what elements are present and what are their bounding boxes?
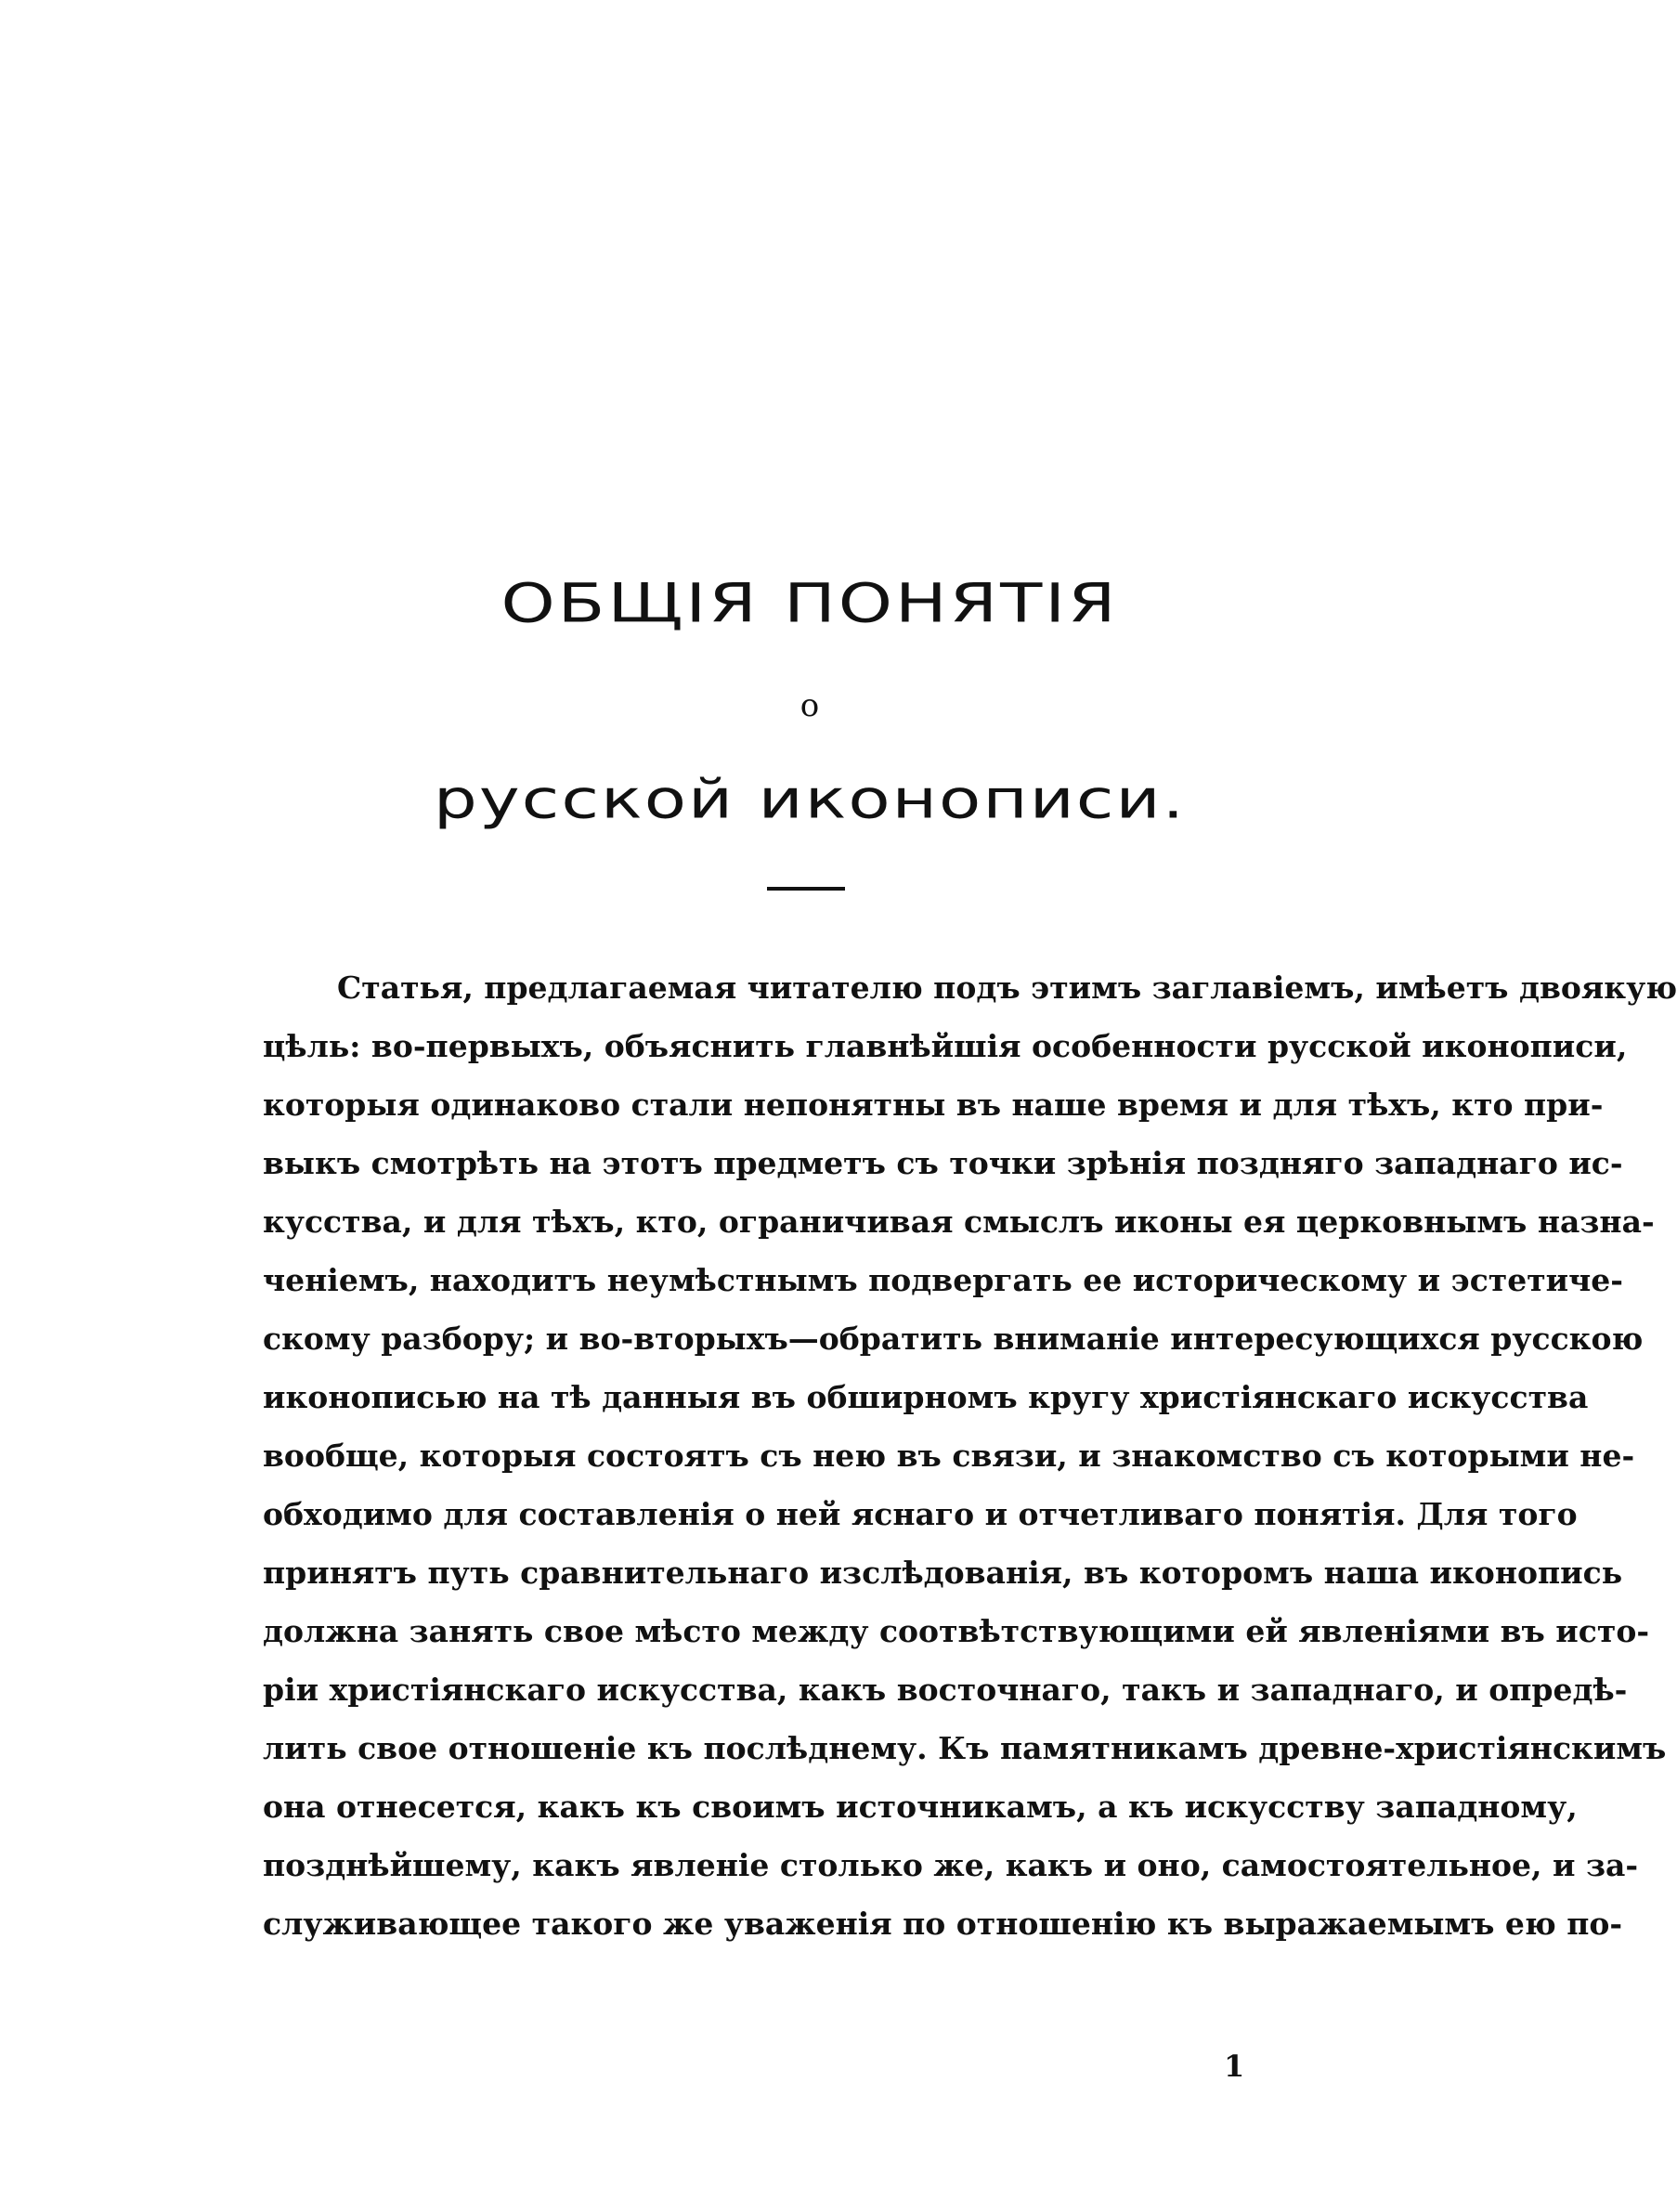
text-line: вообще, которыя состоятъ съ нею въ связи, и знакомство съ которыми не- [263,1438,1635,1474]
text-line: служивающее такого же уваженія по отношенію къ выражаемымъ ею по- [263,1906,1623,1942]
text-line: кусства, и для тѣхъ, кто, ограничивая смыслъ иконы ея церковнымъ назна- [263,1204,1655,1240]
text-line: лить свое отношеніе къ послѣднему. Къ памятникамъ древне-христіянскимъ [263,1730,1667,1766]
text-line: скому разбору; и во-вторыхъ—обратить вниманіе интересующихся русскою [263,1321,1644,1357]
text-line: позднѣйшему, какъ явленіе столько же, какъ и оно, самостоятельное, и за- [263,1847,1639,1883]
text-line: должна занять свое мѣсто между соотвѣтствующими ей явленіями въ исто- [263,1613,1650,1649]
title-divider [767,887,845,891]
text-line: цѣль: во-первыхъ, объяснить главнѣйшія особенности русской иконописи, [263,1028,1628,1064]
page-number: 1 [1224,2049,1245,2084]
text-line: она отнесется, какъ къ своимъ источникамъ, а къ искусству западному, [263,1789,1578,1825]
text-line: принятъ путь сравнительнаго изслѣдованія, въ которомъ наша иконопись [263,1555,1623,1591]
text-line: обходимо для составленія о ней яснаго и отчетливаго понятія. Для того [263,1496,1578,1532]
page-title-line-2: русской иконописи. [433,768,1187,831]
text-line: иконописью на тѣ данныя въ обширномъ кругу христіянскаго искусства [263,1379,1589,1415]
text-line: ріи христіянскаго искусства, какъ восточнаго, такъ и западнаго, и опредѣ- [263,1672,1628,1708]
page-title-line-1: ОБЩІЯ ПОНЯТІЯ [500,572,1119,635]
page-title-connector: о [800,687,820,724]
body-paragraph [263,958,1677,1953]
text-line: Статья, предлагаемая читателю подъ этимъ заглавіемъ, имѣетъ двоякую [337,969,1677,1006]
text-line: выкъ смотрѣть на этотъ предметъ съ точки зрѣнія поздняго западнаго ис- [263,1145,1623,1181]
text-line: которыя одинаково стали непонятны въ наше время и для тѣхъ, кто при- [263,1086,1604,1123]
text-line: ченіемъ, находитъ неумѣстнымъ подвергать ее историческому и эстетиче- [263,1262,1624,1298]
